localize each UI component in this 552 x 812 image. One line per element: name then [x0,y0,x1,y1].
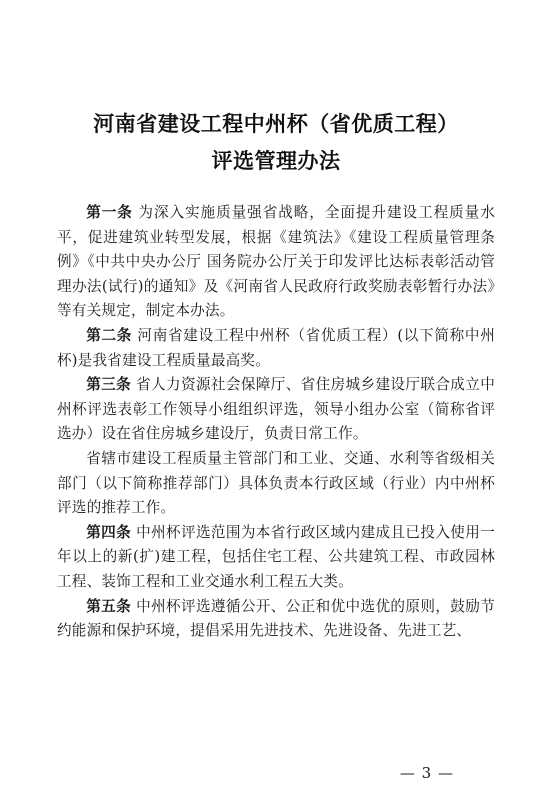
document-body [57,201,495,644]
page-number: — 3 — [399,764,454,782]
article-4 [57,521,495,595]
article-3-continued-text: 省辖市建设工程质量主管部门和工业、交通、水利等省级相关部门（以下简称推荐部门）具体负责本行政区域（行业）内中州杯评选的推荐工作。 [57,449,495,517]
article-2 [57,324,495,373]
article-3-text: 省人力资源社会保障厅、省住房城乡建设厅联合成立中州杯评选表彰工作领导小组组织评选，领导小组办公室（简称省评选办）设在省住房城乡建设厅，负责日常工作。 [57,376,495,443]
article-5 [57,595,495,644]
article-1-heading: 第一条 [86,204,133,221]
article-3-continued [57,447,495,521]
article-2-text: 河南省建设工程中州杯（省优质工程）(以下简称中州杯)是我省建设工程质量最高奖。 [57,326,495,369]
article-5-text: 中州杯评选遵循公开、公正和优中选优的原则，鼓励节约能源和保护环境，提倡采用先进技术、先进设备、先进工艺、 [57,597,495,640]
document-subtitle: 评选管理办法 [211,149,341,173]
article-5-heading: 第五条 [86,597,132,615]
article-2-heading: 第二条 [86,326,133,344]
document-title: 河南省建设工程中州杯（省优质工程） [93,112,459,136]
article-1 [57,201,495,324]
article-3-heading: 第三条 [86,376,132,394]
article-1-text: 为深入实施质量强省战略，全面提升建设工程质量水平，促进建筑业转型发展，根据《建筑法》《建设工程质量管理条例》《中共中央办公厅 国务院办公厅关于印发评比达标表彰活动管理办法(试行)的通知》及《河南省人民政府行政奖励表彰暂行办法》等有关规定，制定本办法。 [57,204,496,320]
article-4-heading: 第四条 [86,523,132,541]
article-3 [57,373,495,447]
article-4-text: 中州杯评选范围为本省行政区域内建成且已投入使用一年以上的新(扩)建工程，包括住宅工程、公共建筑工程、市政园林工程、装饰工程和工业交通水利工程五大类。 [57,523,495,590]
